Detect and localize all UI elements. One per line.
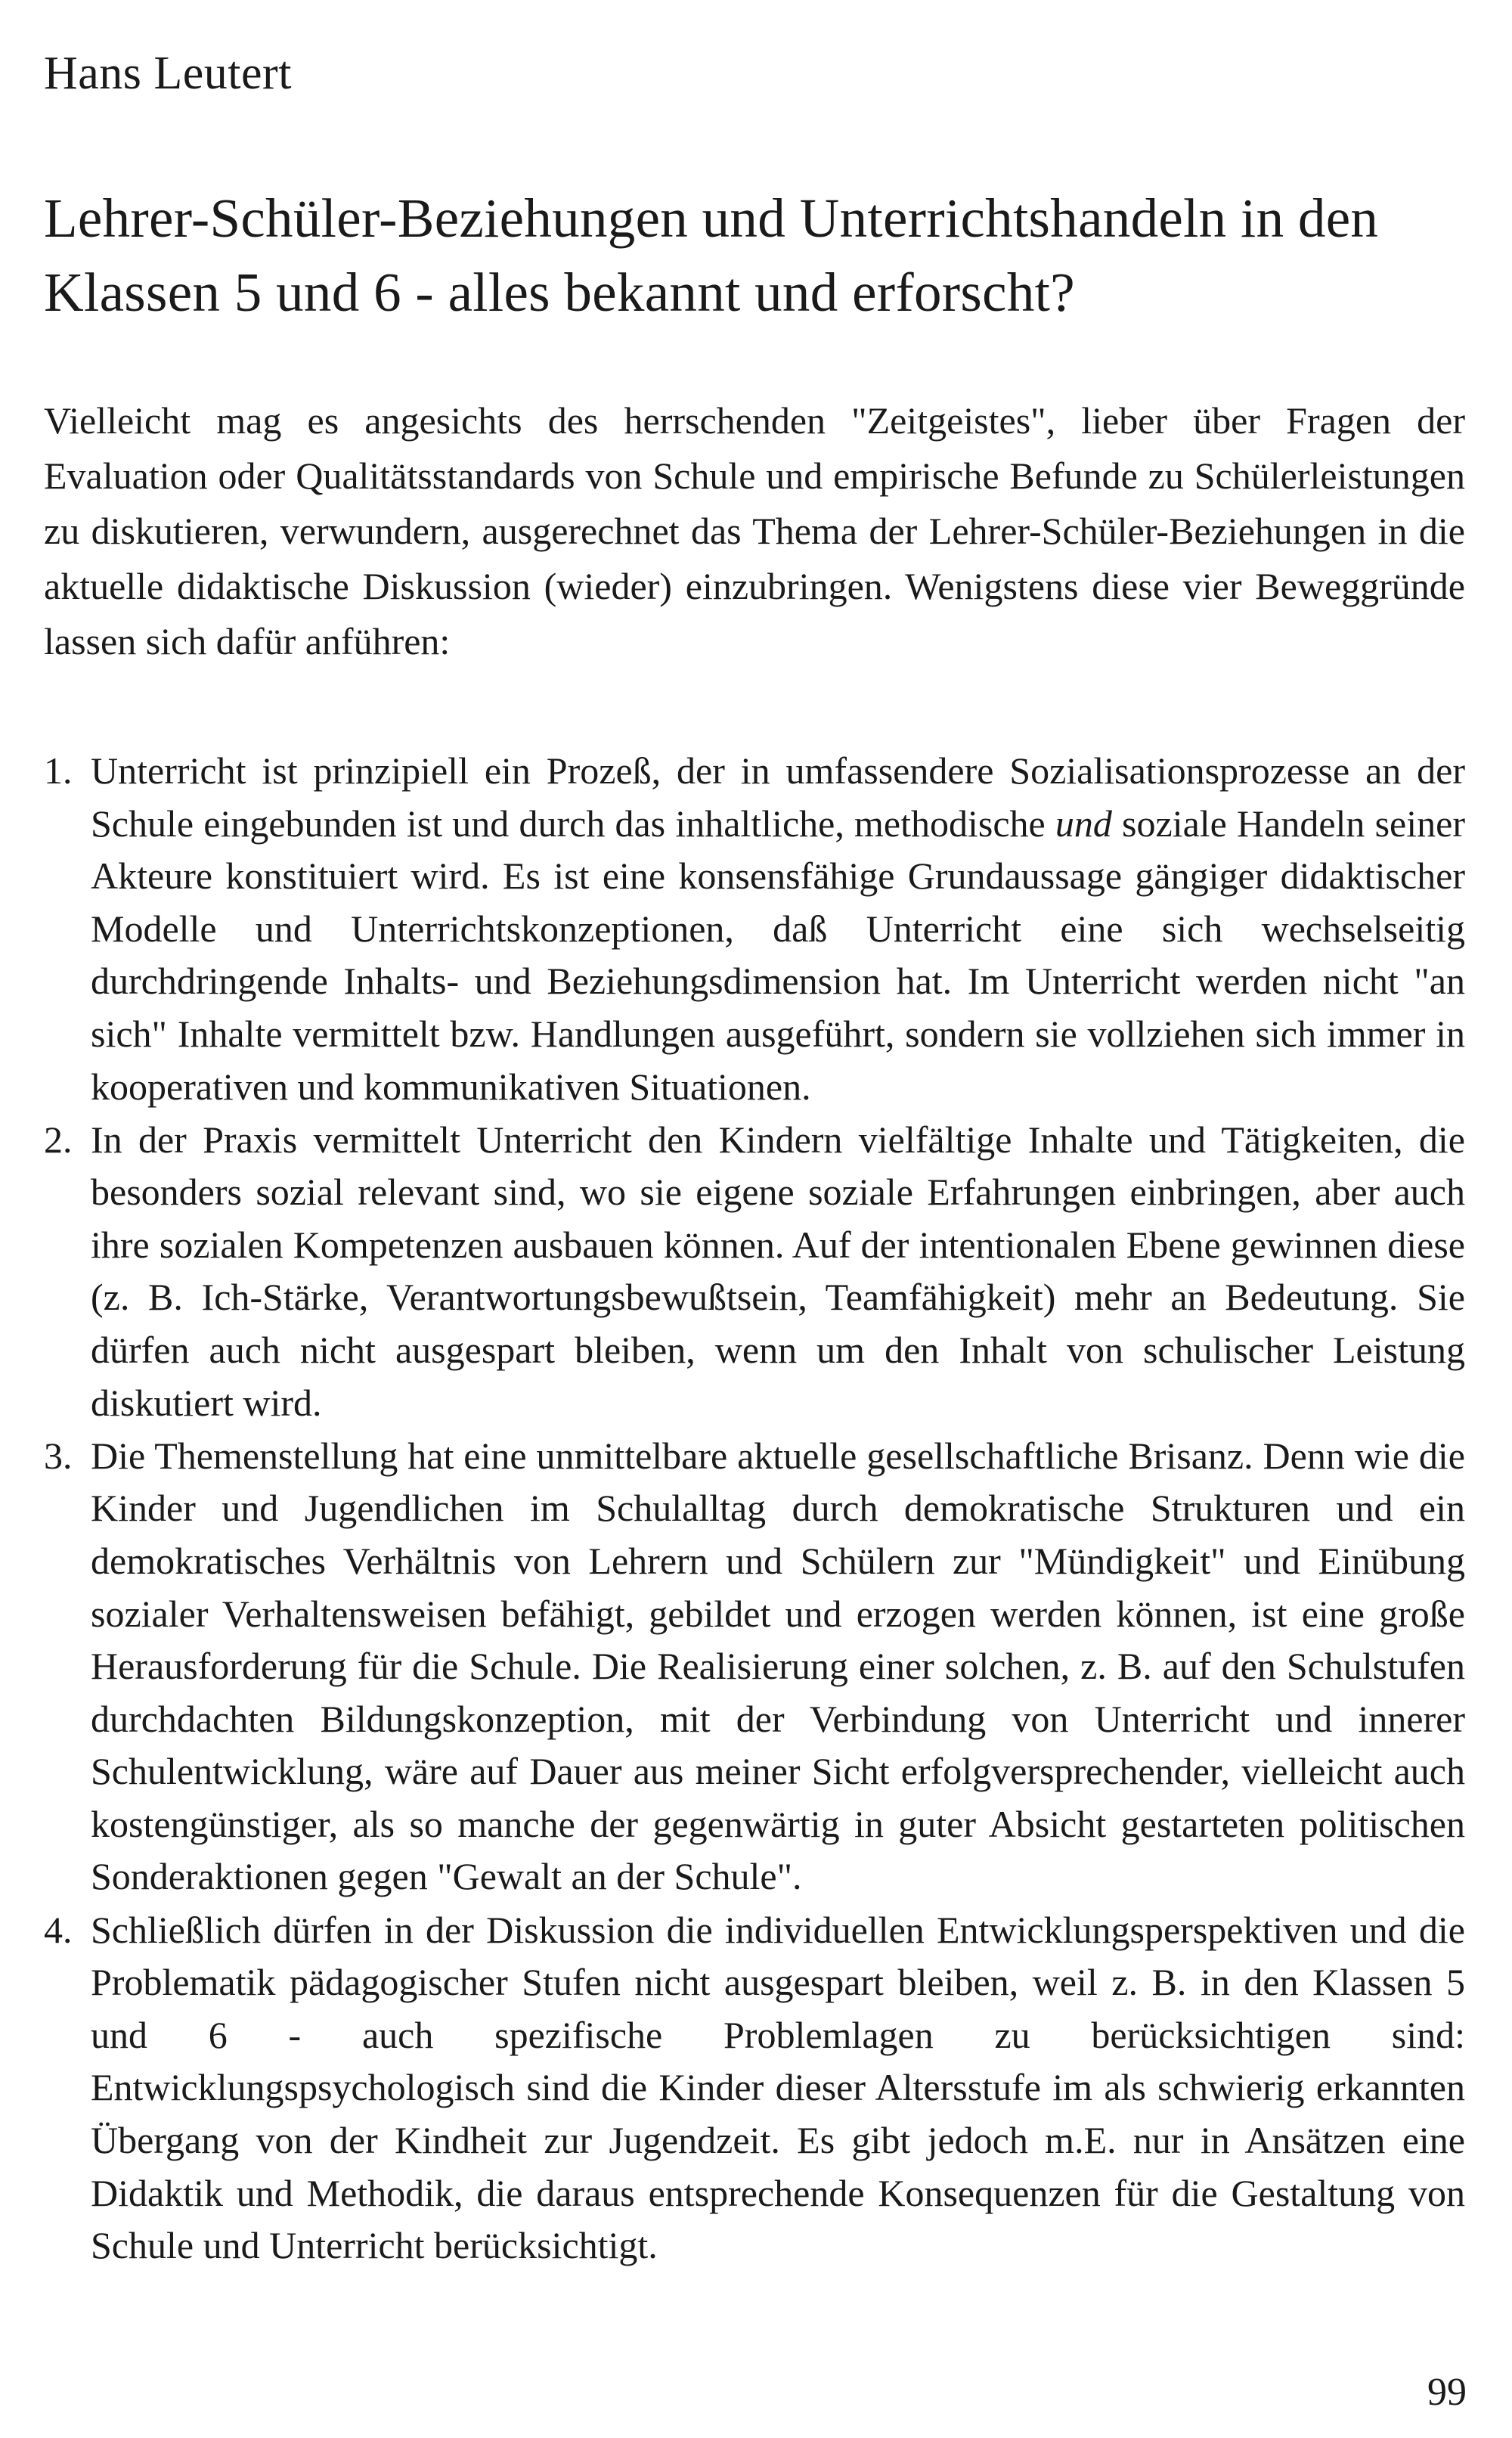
list-item-number: 2. — [44, 1118, 73, 1161]
list-item-number: 3. — [44, 1434, 73, 1477]
list-item-number: 4. — [44, 1908, 73, 1951]
page-number: 99 — [1427, 2371, 1467, 2414]
list-item-text — [91, 749, 1465, 1108]
intro-paragraph: Vielleicht mag es angesichts des herrschenden "Zeitgeistes", lieber über Fragen der Evaluation oder Qualitätsstandards von Schule und empirische Befunde zu Schülerleistungen zu diskutieren, verwundern, ausgerechnet das Thema der Lehrer-Schüler-Beziehungen in die aktuelle didaktische Diskussion (wieder) einzubringen. Wenigstens diese vier Beweggründe lassen sich dafür anführen: — [44, 399, 1465, 662]
list-item-text: In der Praxis vermittelt Unterricht den Kindern vielfältige Inhalte und Tätigkeiten, die besonders sozial relevant sind, wo sie eigene soziale Erfahrungen einbringen, aber auch ihre sozialen Kompetenzen ausbauen können. Auf der intentionalen Ebene gewinnen diese (z. B. Ich-Stärke, Verantwortungsbewußtsein, Teamfähigkeit) mehr an Bedeutung. Sie dürfen auch nicht ausgespart bleiben, wenn um den Inhalt von schulischer Leistung diskutiert wird. — [91, 1118, 1465, 1424]
list-item — [44, 1430, 1465, 1903]
list-item — [44, 1904, 1465, 2272]
list-item-text-part: soziale Handeln seiner Akteure konstituiert wird. Es ist eine konsensfähige Grundaussage gängiger didaktischer Modelle und Unterrichtskonzeptionen, daß Unterricht eine sich wechselseitig durchdringende Inhalts- und Beziehungsdimension hat. Im Unterricht werden nicht "an sich" Inhalte vermittelt bzw. Handlungen ausgeführt, sondern sie vollziehen sich immer in kooperativen und kommunikativen Situationen. — [91, 802, 1465, 1108]
list-item-emphasis: und — [1055, 802, 1112, 845]
article-title: Lehrer-Schüler-Beziehungen und Unterrichtshandeln in den Klassen 5 und 6 - alles bekannt und erforscht? — [44, 188, 1379, 323]
list-item-text: Die Themenstellung hat eine unmittelbare aktuelle gesellschaftliche Brisanz. Denn wie die Kinder und Jugendlichen im Schulalltag durch demokratische Strukturen und ein demokratisches Verhältnis von Lehrern und Schülern zur "Mündigkeit" und Einübung sozialer Verhaltensweisen befähigt, gebildet und erzogen werden können, ist eine große Herausforderung für die Schule. Die Realisierung einer solchen, z. B. auf den Schulstufen durchdachten Bildungskonzeption, mit der Verbindung von Unterricht und innerer Schulentwicklung, wäre auf Dauer aus meiner Sicht erfolgversprechender, vielleicht auch kostengünstiger, als so manche der gegenwärtig in guter Absicht gestarteten politischen Sonderaktionen gegen "Gewalt an der Schule". — [91, 1434, 1465, 1898]
author-name: Hans Leutert — [44, 48, 292, 99]
reasons-list — [44, 745, 1465, 2272]
list-item-text-part: Unterricht ist prinzipiell ein Prozeß, der in umfassendere Sozialisationsprozesse an der Schule eingebunden ist und durch das inhaltliche, methodische — [91, 749, 1465, 845]
list-item-number: 1. — [44, 749, 73, 792]
list-item — [44, 745, 1465, 1113]
list-item — [44, 1114, 1465, 1430]
list-item-text: Schließlich dürfen in der Diskussion die individuellen Entwicklungsperspektiven und die Problematik pädagogischer Stufen nicht ausgespart bleiben, weil z. B. in den Klassen 5 und 6 - auch spezifische Problemlagen zu berücksichtigen sind: Entwicklungspsychologisch sind die Kinder dieser Altersstufe im als schwierig erkannten Übergang von der Kindheit zur Jugendzeit. Es gibt jedoch m.E. nur in Ansätzen eine Didaktik und Methodik, die daraus entsprechende Konsequenzen für die Gestaltung von Schule und Unterricht berücksichtigt. — [91, 1908, 1465, 2267]
